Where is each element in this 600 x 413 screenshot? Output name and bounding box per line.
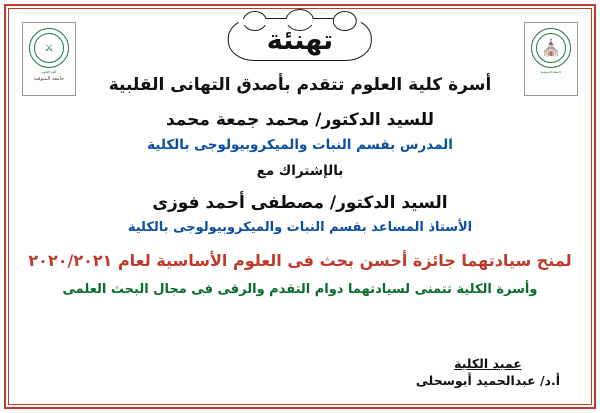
logo-left-caption: جامعة المنوفية [33,76,65,83]
honoree-two-role: الأستاذ المساعد بقسم النبات والميكروبيولوجى بالكلية [127,220,473,236]
page-title: تهنئة [266,25,334,56]
university-seal-icon [29,28,69,68]
certificate-body [28,66,572,298]
signature-title: عميد الكلية [454,355,522,371]
honoree-one-name: للسيد الدكتور/ محمد جمعة محمد [165,109,435,130]
intro-line: أسرة كلية العلوم تتقدم بأصدق التهانى القلبية [108,75,492,95]
logo-left-seal-text: كلية العلوم [41,70,57,74]
title-banner [228,18,372,61]
honoree-two-name: السيد الدكتور/ مصطفى أحمد فوزى [152,193,448,214]
signature-block [416,355,560,391]
signature-name: أ.د/ عبدالحميد أبوسحلى [415,373,560,389]
logo-right-seal-text: جامعة المنوفية [540,70,562,74]
wish-line: وأسرة الكلية تتمنى لسيادتهما دوام التقدم والرقى فى مجال البحث العلمى [62,281,538,297]
joint-text: بالإشتراك مع [256,163,344,180]
mosque-icon: ⛪ [541,38,561,57]
university-emblem-icon [531,28,571,68]
honoree-one-role: المدرس بقسم النبات والميكروبيولوجى بالكلية [147,136,453,153]
cloud-shape [228,18,372,61]
microscope-icon: ⚔ [44,41,54,55]
award-line: لمنح سيادتهما جائزة أحسن بحث فى العلوم الأساسية لعام ٢٠٢٠/٢٠٢١ [28,250,572,270]
